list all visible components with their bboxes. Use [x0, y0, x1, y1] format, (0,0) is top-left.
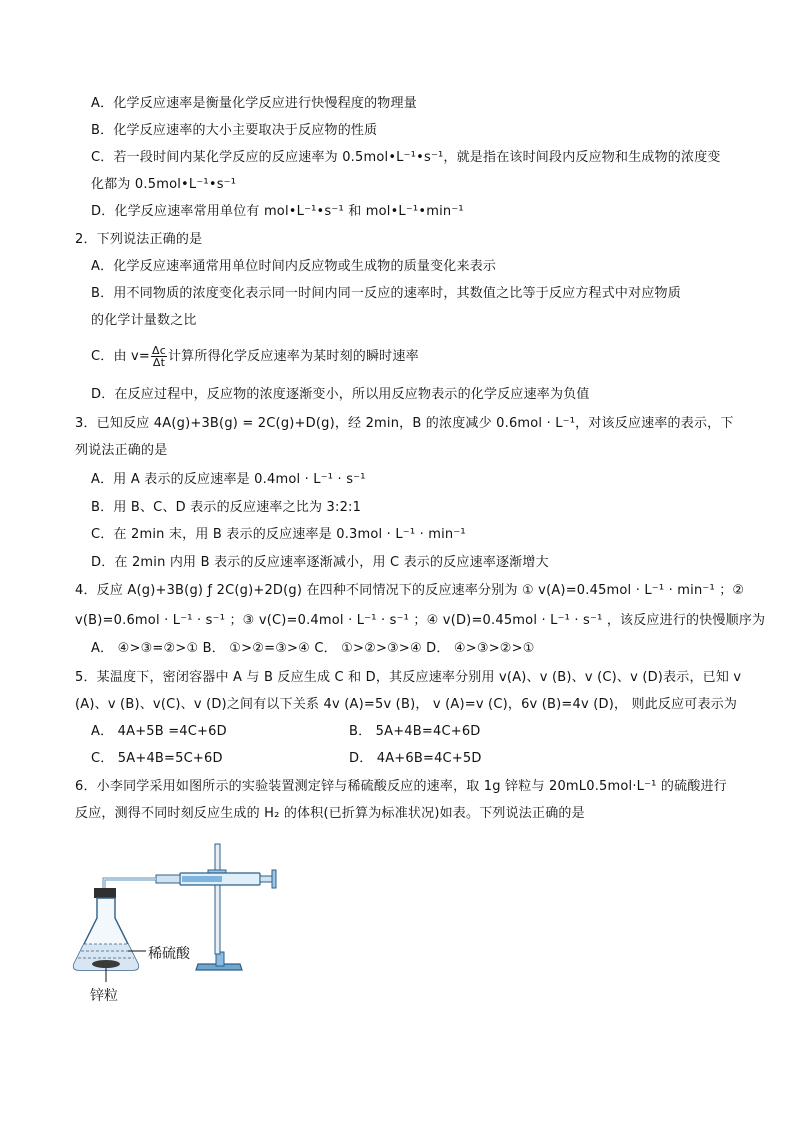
q5-option-d: D． 4A+6B=4C+5D: [349, 751, 482, 766]
q5-option-c: C． 5A+4B=5C+6D: [91, 751, 223, 766]
q2-option-b-line1: B．用不同物质的浓度变化表示同一时间内同一反应的速率时，其数值之比等于反应方程式中对应物质: [91, 286, 681, 301]
q3-option-c: C．在 2min 末，用 B 表示的反应速率是 0.3mol · L⁻¹ · min⁻¹: [91, 527, 466, 542]
syringe-plunger: [260, 876, 272, 882]
q5-stem-line1: 5．某温度下，密闭容器中 A 与 B 反应生成 C 和 D，其反应速率分别用 v(A)、v (B)、v (C)、v (D)表示，已知 v: [75, 670, 742, 685]
q4-stem-line2: v(B)=0.6mol · L⁻¹ · s⁻¹ ；③ v(C)=0.4mol · L⁻¹ · s⁻¹ ；④ v(D)=0.45mol · L⁻¹ · s⁻¹ ，该反应进行的快慢顺序为: [75, 613, 766, 628]
syringe-gas: [182, 876, 222, 882]
syringe-nozzle: [156, 875, 180, 883]
q2-option-a: A．化学反应速率通常用单位时间内反应物或生成物的质量变化来表示: [91, 259, 497, 274]
q5-option-b: B． 5A+4B=4C+6D: [349, 724, 481, 739]
q3-option-a: A．用 A 表示的反应速率是 0.4mol · L⁻¹ · s⁻¹: [91, 472, 366, 487]
q2-option-c-suffix: 计算所得化学反应速率为某时刻的瞬时速率: [167, 349, 419, 364]
stand-rod: [215, 844, 220, 954]
q2-option-c: [91, 344, 419, 370]
q2-option-d: D．在反应过程中，反应物的浓度逐渐变小，所以用反应物表示的化学反应速率为负值: [91, 387, 590, 402]
q2-option-c-prefix: C．由 v=: [91, 349, 150, 364]
zinc-granules: [92, 960, 120, 968]
q4-stem-line1: 4．反应 A(g)+3B(g) ƒ 2C(g)+2D(g) 在四种不同情况下的反应速率分别为 ① v(A)=0.45mol · L⁻¹ · min⁻¹ ；②: [75, 583, 745, 598]
plunger-handle: [272, 870, 276, 888]
label-zinc-granules: 锌粒: [90, 988, 118, 1004]
q2-stem: 2．下列说法正确的是: [75, 232, 203, 247]
q3-option-b: B．用 B、C、D 表示的反应速率之比为 3:2:1: [91, 500, 362, 515]
q1-option-c-line2: 化都为 0.5mol•L⁻¹•s⁻¹: [91, 177, 237, 192]
q1-option-d: D．化学反应速率常用单位有 mol•L⁻¹•s⁻¹ 和 mol•L⁻¹•min⁻¹: [91, 204, 464, 219]
q4-options: A． ④>③=②>① B． ①>②=③>④ C． ①>②>③>④ D． ④>③>②>①: [91, 641, 535, 656]
q3-stem-line1: 3．已知反应 4A(g)+3B(g) = 2C(g)+D(g)，经 2min，B 的浓度减少 0.6mol · L⁻¹，对该反应速率的表示，下: [75, 416, 734, 431]
fraction-denominator: Δt: [152, 356, 166, 369]
q5-stem-line2: (A)、v (B)、v(C)、v (D)之间有以下关系 4v (A)=5v (B)， v (A)=v (C)，6v (B)=4v (D)， 则此反应可表示为: [75, 697, 738, 712]
q3-stem-line2: 列说法正确的是: [75, 443, 168, 458]
q2-option-b-line2: 的化学计量数之比: [91, 313, 197, 328]
q1-option-a: A．化学反应速率是衡量化学反应进行快慢程度的物理量: [91, 96, 417, 111]
q1-option-c-line1: C．若一段时间内某化学反应的反应速率为 0.5mol•L⁻¹•s⁻¹，就是指在该时间段内反应物和生成物的浓度变: [91, 150, 721, 165]
q3-option-d: D．在 2min 内用 B 表示的反应速率逐渐减小，用 C 表示的反应速率逐渐增大: [91, 555, 549, 570]
delta-fraction: [151, 345, 167, 368]
q1-option-b: B．化学反应速率的大小主要取决于反应物的性质: [91, 123, 378, 138]
flask-stopper: [94, 888, 116, 898]
label-dilute-acid: 稀硫酸: [148, 946, 190, 962]
fraction-numerator: Δc: [152, 344, 166, 357]
q6-stem-line1: 6．小李同学采用如图所示的实验装置测定锌与稀硫酸反应的速率，取 1g 锌粒与 20mL0.5mol·L⁻¹ 的硫酸进行: [75, 779, 727, 794]
apparatus-figure: [70, 840, 300, 1014]
q6-stem-line2: 反应，测得不同时刻反应生成的 H₂ 的体积(已折算为标准状况)如表。下列说法正确的是: [75, 806, 585, 821]
q5-option-a: A． 4A+5B =4C+6D: [91, 724, 227, 739]
